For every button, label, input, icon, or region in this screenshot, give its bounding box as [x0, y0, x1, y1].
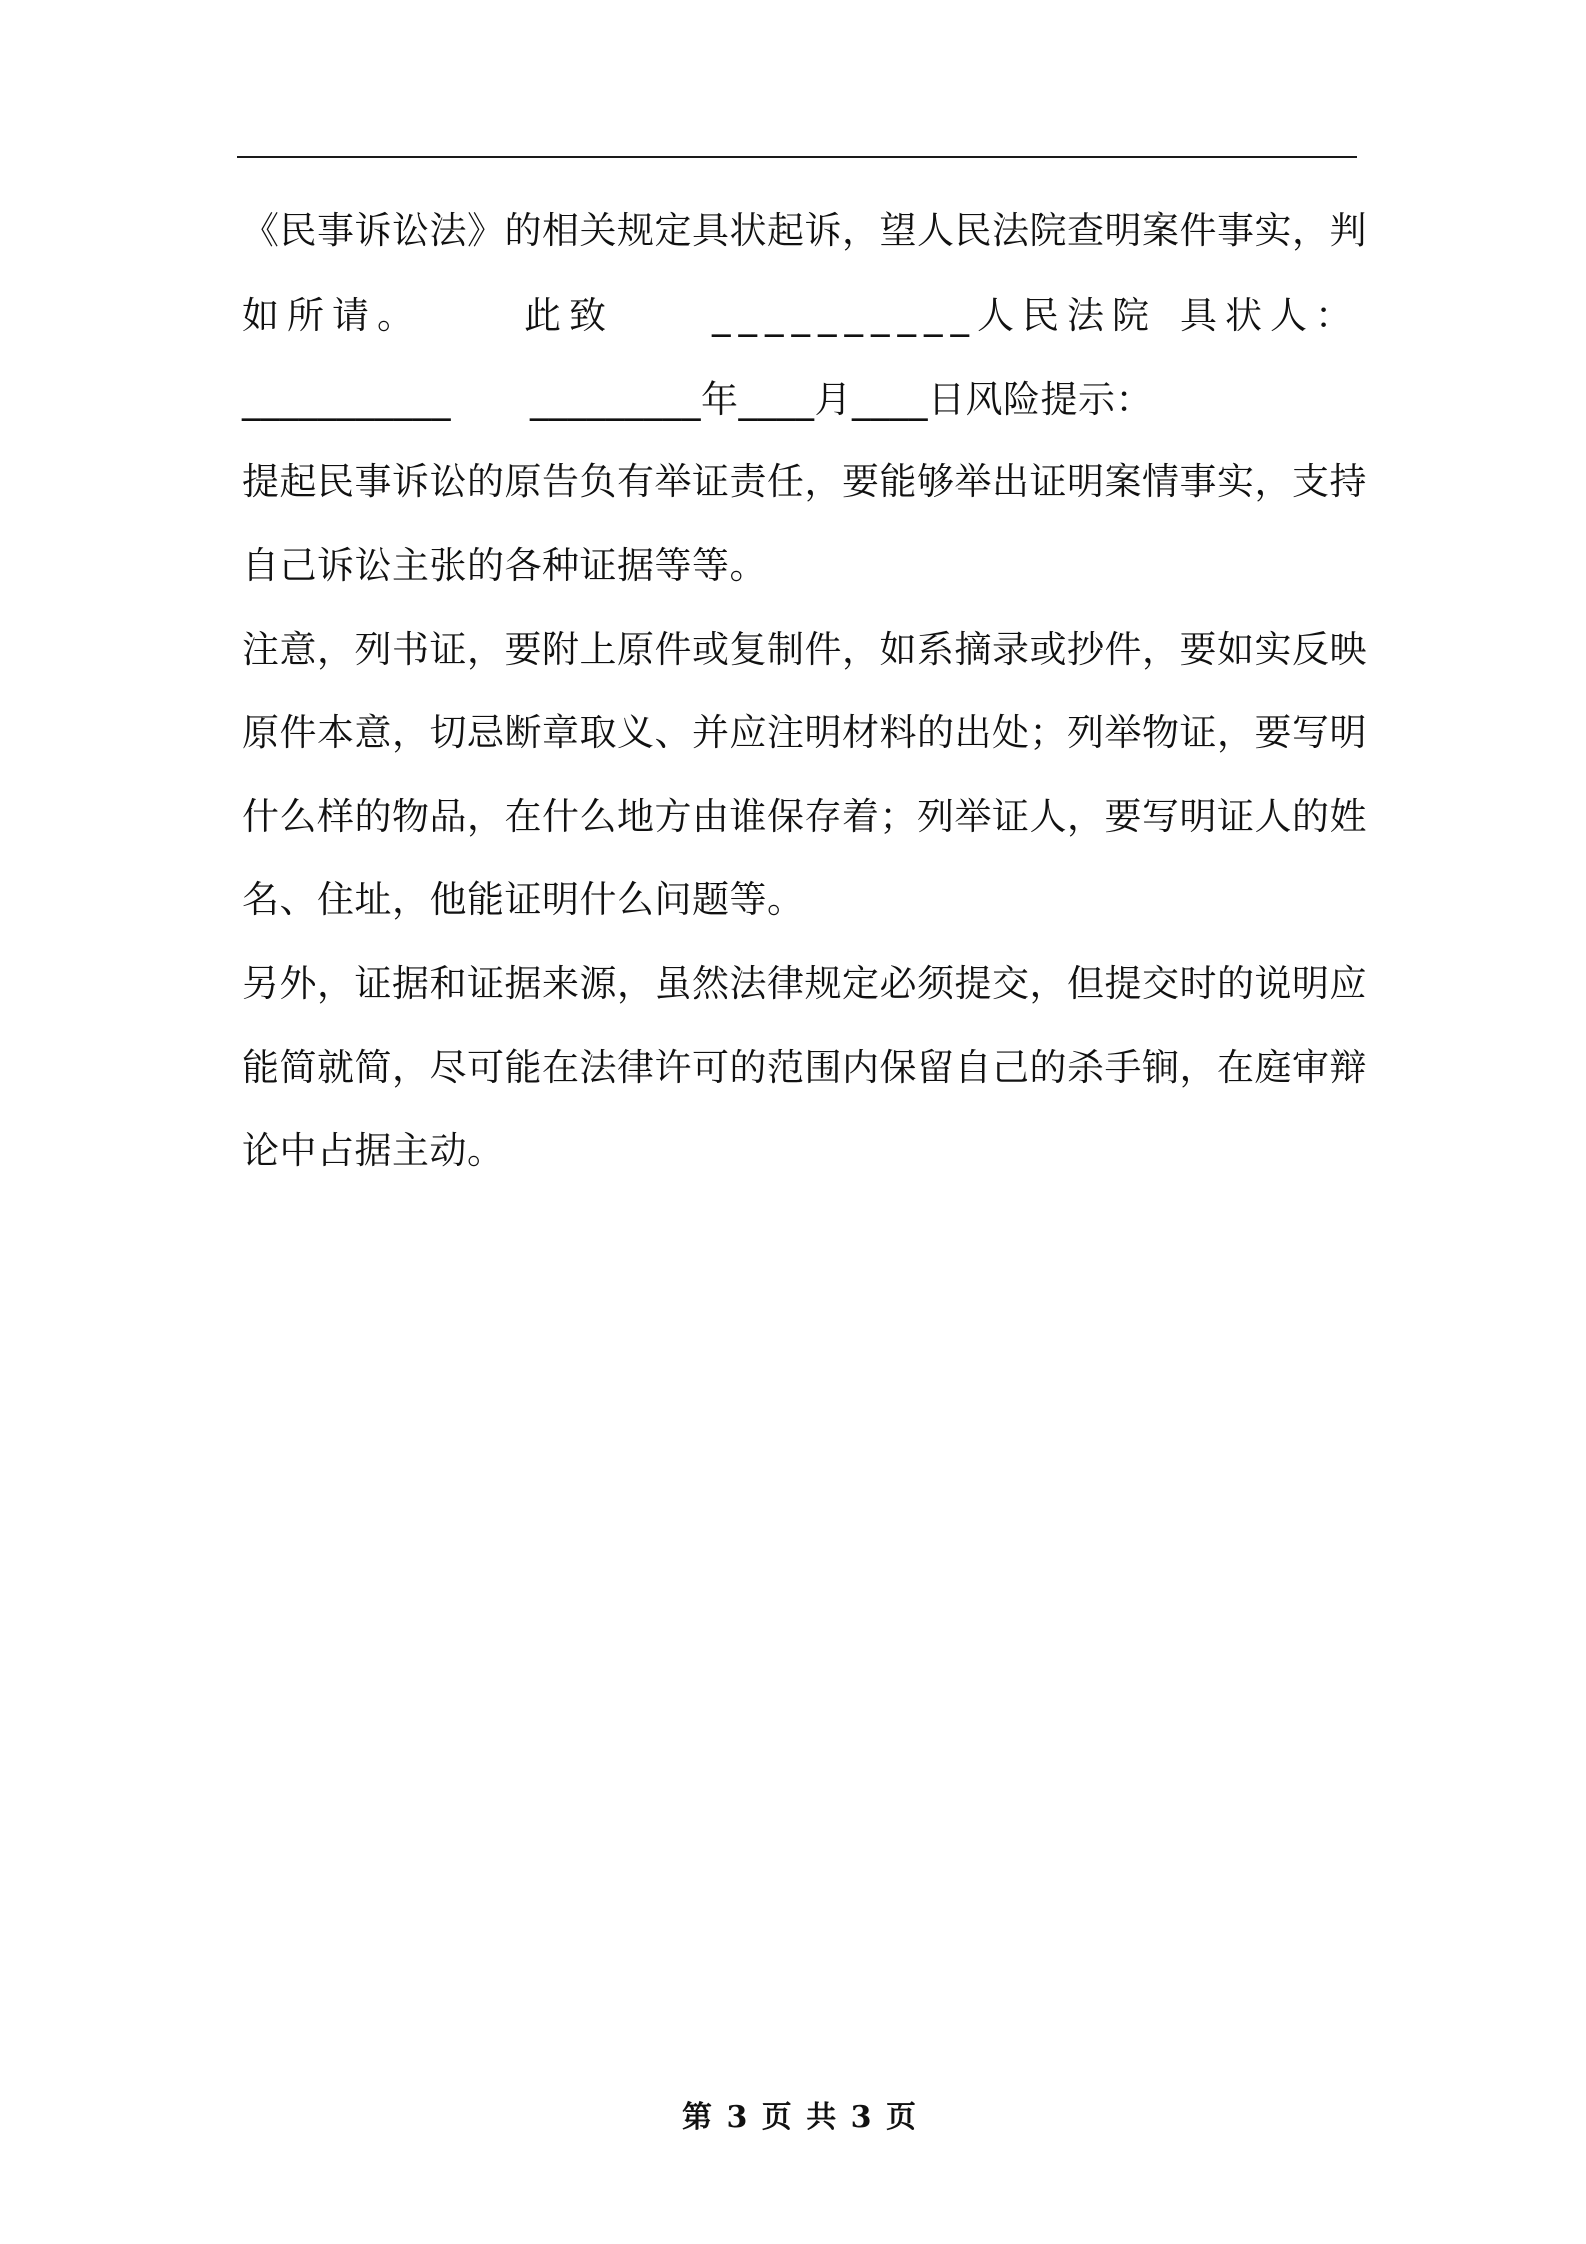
paragraph-line: 论中占据主动。 [242, 1129, 505, 1172]
date-and-risk-heading: _________年____月____日风险提示： [530, 378, 1153, 421]
signature-line [242, 377, 1358, 423]
paragraph-line: 什么样的物品，在什么地方由谁保存着；列举证人，要写明证人的姓 [242, 795, 1367, 838]
court-name-blank: __________人民法院 [712, 294, 1157, 337]
paragraph-line: 另外，证据和证据来源，虽然法律规定必须提交，但提交时的说明应 [242, 962, 1367, 1005]
plaintiff-signature-label: 具状人： [1180, 294, 1360, 337]
closing-request: 如所请。 [242, 294, 422, 337]
page-number-footer: 第 3 页 共 3 页 [682, 2100, 918, 2135]
paragraph-line: 提起民事诉讼的原告负有举证责任，要能够举出证明案情事实，支持 [242, 460, 1367, 503]
paragraph-line: 原件本意，切忌断章取义、并应注明材料的出处；列举物证，要写明 [242, 711, 1367, 754]
text-line: 《民事诉讼法》的相关规定具状起诉，望人民法院查明案件事实，判 [242, 209, 1367, 252]
paragraph-line: 名、住址，他能证明什么问题等。 [242, 878, 805, 921]
paragraph-line: 注意，列书证，要附上原件或复制件，如系摘录或抄件，要如实反映 [242, 628, 1367, 671]
header-rule [237, 156, 1357, 158]
signature-blank: ___________ [242, 378, 451, 421]
closing-line [242, 293, 1358, 339]
paragraph-line: 自己诉讼主张的各种证据等等。 [242, 544, 767, 587]
closing-salutation: 此致 [524, 294, 614, 337]
paragraph-line: 能简就简，尽可能在法律许可的范围内保留自己的杀手锏，在庭审辩 [242, 1046, 1367, 1089]
